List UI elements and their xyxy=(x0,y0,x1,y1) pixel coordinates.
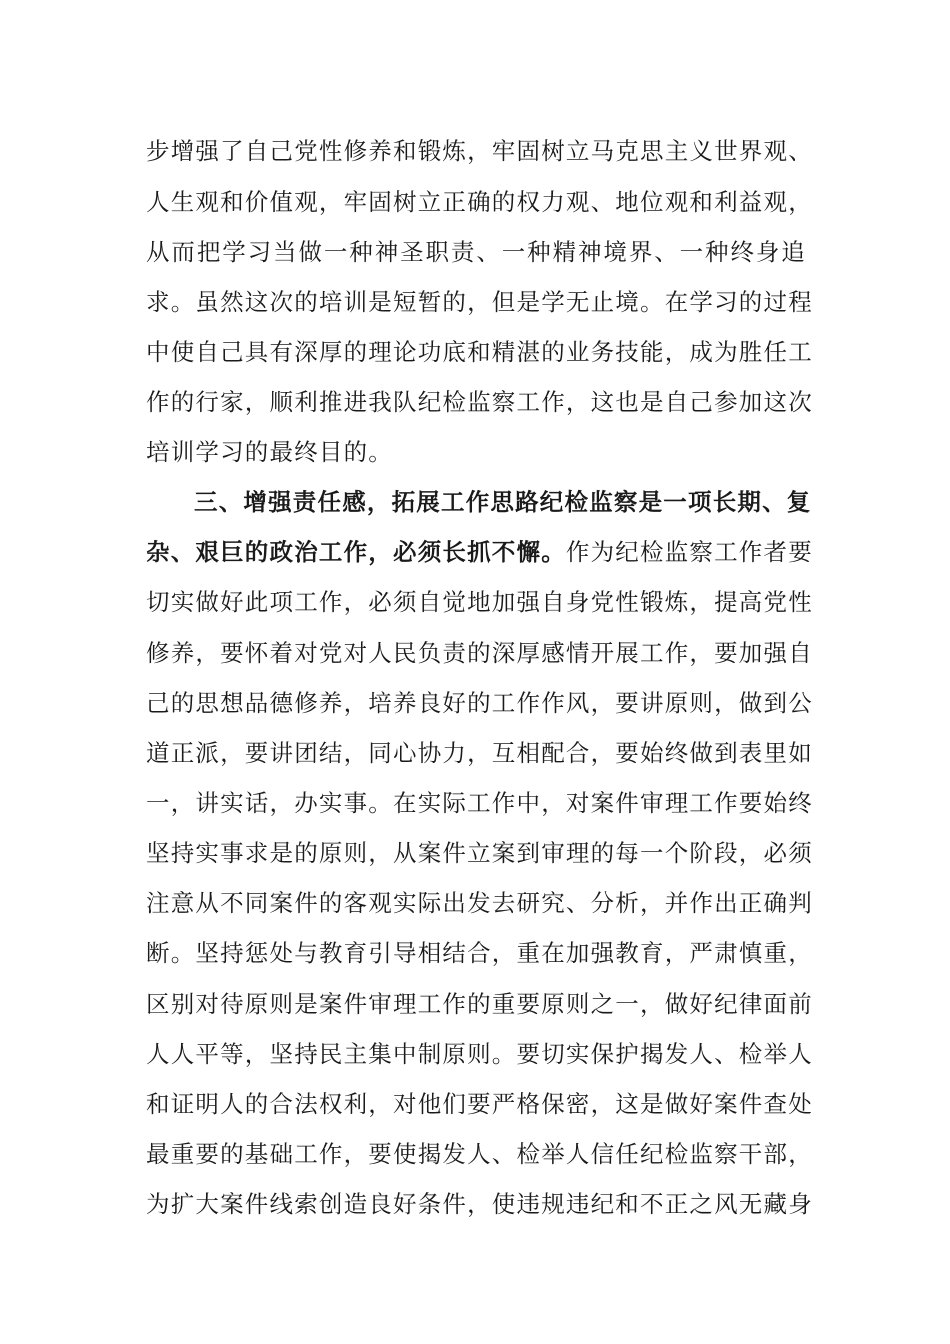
body-text-line: 己的思想品德修养，培养良好的工作作风，要讲原则，做到公 xyxy=(146,689,813,717)
body-text-line: 最重要的基础工作，要使揭发人、检举人信任纪检监察干部， xyxy=(146,1140,813,1168)
body-text-line: 断。坚持惩处与教育引导相结合，重在加强教育，严肃慎重， xyxy=(146,939,813,967)
body-text-line: 中使自己具有深厚的理论功底和精湛的业务技能，成为胜任工 xyxy=(146,338,813,366)
body-text-line: 和证明人的合法权利，对他们要严格保密，这是做好案件查处 xyxy=(146,1090,813,1118)
body-text-line: 注意从不同案件的客观实际出发去研究、分析，并作出正确判 xyxy=(146,889,813,917)
body-text-line: 步增强了自己党性修养和锻炼，牢固树立马克思主义世界观、 xyxy=(146,137,813,165)
body-text-line: 从而把学习当做一种神圣职责、一种精神境界、一种终身追 xyxy=(146,238,806,266)
body-text-segment: 作为纪检监察工作者要 xyxy=(565,538,813,566)
body-text-line: 坚持实事求是的原则，从案件立案到审理的每一个阶段，必须 xyxy=(146,839,813,867)
body-text-line-mixed xyxy=(146,532,813,572)
body-text-line: 道正派，要讲团结，同心协力，互相配合，要始终做到表里如 xyxy=(146,739,813,767)
body-text-line: 切实做好此项工作，必须自觉地加强自身党性锻炼，提高党性 xyxy=(146,588,813,616)
body-text-line: 修养，要怀着对党对人民负责的深厚感情开展工作，要加强自 xyxy=(146,639,813,667)
body-text-line: 为扩大案件线索创造良好条件，使违规违纪和不正之风无藏身 xyxy=(146,1190,813,1218)
section-heading-line: 三、增强责任感，拓展工作思路纪检监察是一项长期、复 xyxy=(194,488,812,516)
section-heading-tail: 杂、艰巨的政治工作，必须长抓不懈。 xyxy=(146,538,566,566)
body-text-line: 培训学习的最终目的。 xyxy=(146,438,393,466)
body-text-line: 作的行家，顺利推进我队纪检监察工作，这也是自己参加这次 xyxy=(146,388,813,416)
body-text-line: 区别对待原则是案件审理工作的重要原则之一，做好纪律面前 xyxy=(146,990,813,1018)
body-text-line: 求。虽然这次的培训是短暂的，但是学无止境。在学习的过程 xyxy=(146,288,813,316)
body-text-line: 一，讲实话，办实事。在实际工作中，对案件审理工作要始终 xyxy=(146,789,813,817)
body-text-line: 人人平等，坚持民主集中制原则。要切实保护揭发人、检举人 xyxy=(146,1040,813,1068)
body-text-line: 人生观和价值观，牢固树立正确的权力观、地位观和利益观， xyxy=(146,188,813,216)
